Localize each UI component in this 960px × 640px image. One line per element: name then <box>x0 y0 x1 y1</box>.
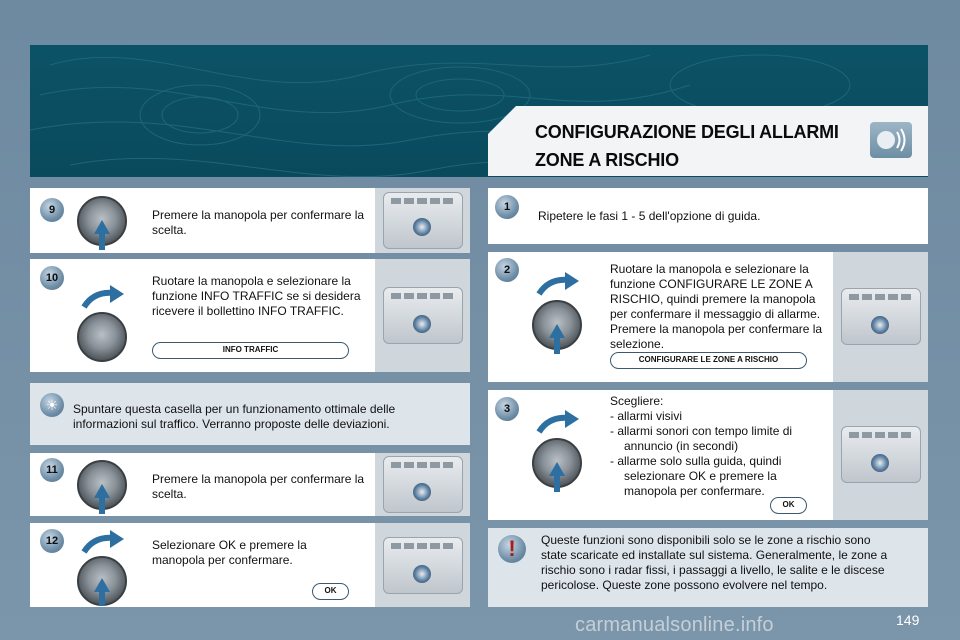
press-arrow-icon <box>549 462 565 476</box>
press-arrow-stem <box>554 474 560 492</box>
step-2-text: Ruotare la manopola e selezionare la funzione CONFIGURARE LE ZONE A RISCHIO, quindi premere la manopola per confermare il messaggio di allarme. Premere la manopola per confermare la selezione. <box>610 262 823 351</box>
step-9-number: 9 <box>40 198 64 222</box>
knob-rotate-icon <box>77 312 127 362</box>
radio-panel-icon <box>375 523 470 607</box>
step-1-text: Ripetere le fasi 1 - 5 dell'opzione di guida. <box>538 209 761 223</box>
radio-panel-icon <box>375 188 470 253</box>
page-number: 149 <box>896 612 920 628</box>
option-sound-alarms: - allarmi sonori con tempo limite di annuncio (in secondi) <box>610 424 793 453</box>
step-11-number: 11 <box>40 458 64 482</box>
press-arrow-stem <box>554 336 560 354</box>
sun-icon: ☀ <box>40 393 64 417</box>
rotate-arrow-icon <box>80 530 126 556</box>
voice-command-icon <box>870 122 912 158</box>
rotate-arrow-icon <box>535 410 581 436</box>
ok-pill: OK <box>770 497 807 514</box>
rotate-arrow-icon <box>535 272 581 298</box>
ok-pill: OK <box>312 583 349 600</box>
watermark: carmanualsonline.info <box>575 614 774 636</box>
warning-icon: ! <box>498 535 526 563</box>
step-3-number: 3 <box>495 397 519 421</box>
info-traffic-pill: INFO TRAFFIC <box>152 342 349 359</box>
option-visual-alarms: - allarmi visivi <box>610 409 682 423</box>
step-3-intro: Scegliere: <box>610 394 664 408</box>
radio-panel-icon <box>833 390 928 520</box>
press-arrow-icon <box>94 484 110 498</box>
press-arrow-stem <box>99 232 105 250</box>
step-3-options <box>610 409 825 499</box>
step-3-text <box>610 394 825 499</box>
title-line-1: CONFIGURAZIONE DEGLI ALLARMI <box>535 122 839 142</box>
press-arrow-icon <box>549 324 565 338</box>
radio-panel-icon <box>375 453 470 516</box>
radio-panel-icon <box>833 252 928 382</box>
page-title <box>535 118 865 174</box>
rotate-arrow-icon <box>80 285 126 311</box>
step-12-number: 12 <box>40 529 64 553</box>
press-arrow-icon <box>94 220 110 234</box>
press-arrow-stem <box>99 496 105 514</box>
press-arrow-icon <box>94 578 110 592</box>
step-9-text: Premere la manopola per confermare la scelta. <box>152 208 365 237</box>
configure-zones-pill: CONFIGURARE LE ZONE A RISCHIO <box>610 352 807 369</box>
tip-text: Spuntare questa casella per un funzionamento ottimale delle informazioni sul traffico. Verranno proposte delle deviazioni. <box>73 402 396 431</box>
step-11-text: Premere la manopola per confermare la scelta. <box>152 472 365 501</box>
radio-panel-icon <box>375 259 470 372</box>
step-1-number: 1 <box>495 195 519 219</box>
title-line-2: ZONE A RISCHIO <box>535 150 679 170</box>
step-10-number: 10 <box>40 266 64 290</box>
option-guidance-alarm: - allarme solo sulla guida, quindi selezionare OK e premere la manopola per confermare. <box>610 454 782 498</box>
voice-command-glyph <box>870 122 912 158</box>
step-2-number: 2 <box>495 258 519 282</box>
note-text: Queste funzioni sono disponibili solo se le zone a rischio sono state scaricate ed installate sul sistema. Generalmente, le zone a rischio sono i radar fissi, i passaggi a livello, le salite e le discese pericolose. Queste zone possono evolvere nel tempo. <box>541 533 888 592</box>
step-12-text: Selezionare OK e premere la manopola per confermare. <box>152 538 307 567</box>
step-10-text: Ruotare la manopola e selezionare la funzione INFO TRAFFIC se si desidera ricevere il bollettino INFO TRAFFIC. <box>152 274 361 318</box>
